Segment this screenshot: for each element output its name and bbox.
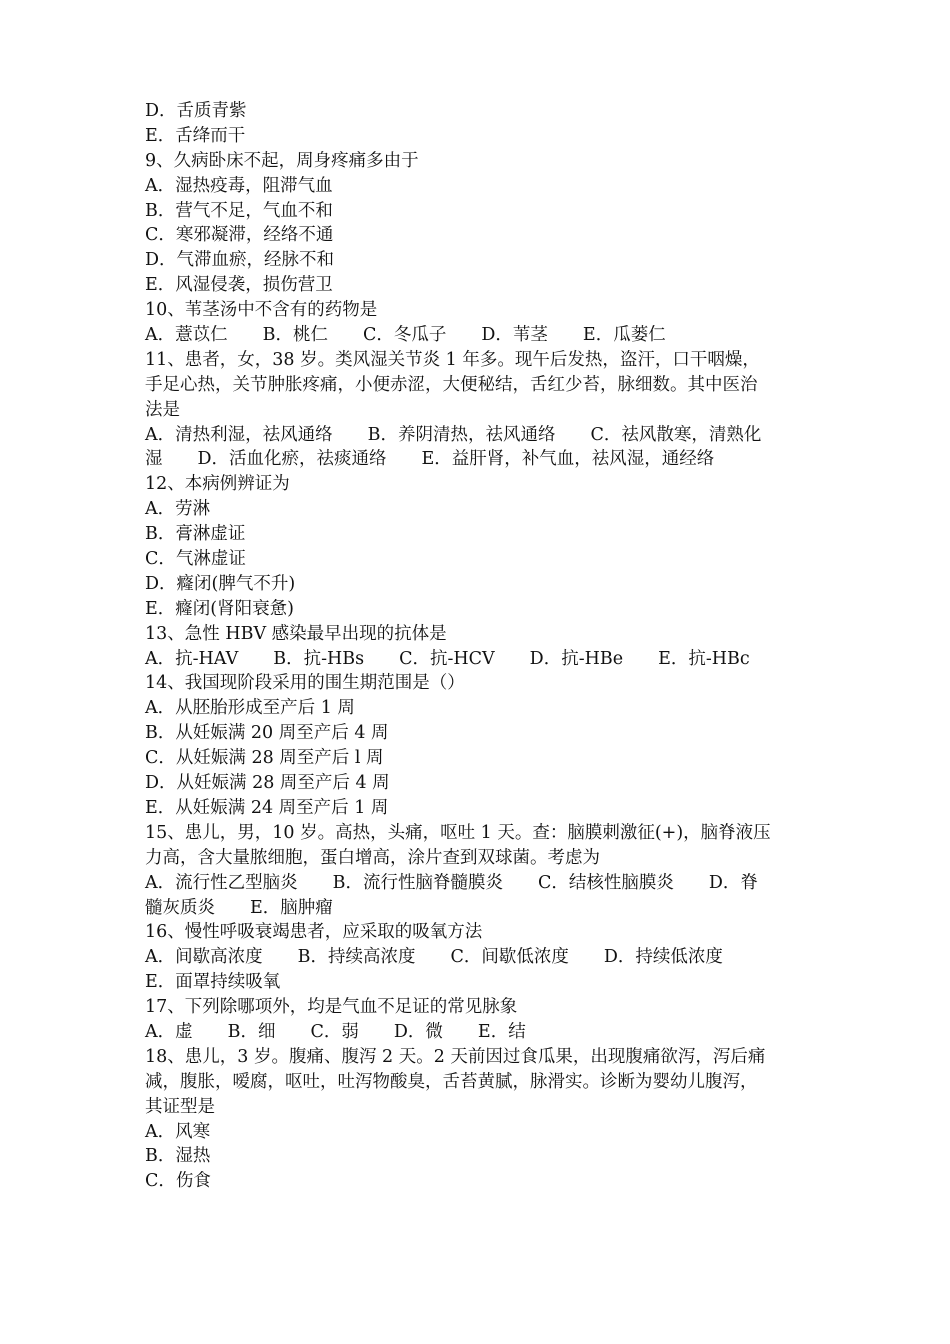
question-stem: 18、患儿，3 岁。腹痛、腹泻 2 天。2 天前因过食瓜果，出现腹痛欲泻，泻后痛 [145,1046,766,1067]
text-line: A．虚 B．细 C．弱 D．微 E．结 [145,1021,526,1042]
question-stem: 12、本病例辨证为 [145,474,290,495]
text-line: A．劳淋 [145,499,211,520]
text-line: D．从妊娠满 28 周至产后 4 周 [145,773,390,794]
text-line: 髓灰质炎 E．脑肿瘤 [145,897,333,918]
document-page [145,99,817,1194]
text-line: E．面罩持续吸氧 [145,972,281,993]
text-line: 其证型是 [145,1096,215,1117]
text-line: A．从胚胎形成至产后 1 周 [145,698,355,719]
text-line: D．舌质青紫 [145,101,247,121]
text-line: D．癃闭(脾气不升) [145,573,296,594]
text-line: A．流行性乙型脑炎 B．流行性脑脊髓膜炎 C．结核性脑膜炎 D．脊 [145,872,758,893]
text-line: A．风寒 [145,1121,211,1142]
text-line: A．薏苡仁 B．桃仁 C．冬瓜子 D．苇茎 E．瓜蒌仁 [145,325,666,346]
text-line: A．清热利湿，祛风通络 B．养阴清热，祛风通络 C．祛风散寒，清熟化 [145,424,762,445]
question-stem: 11、患者，女，38 岁。类风湿关节炎 1 年多。现午后发热，盗汗，口干咽燥， [145,349,760,370]
text-line: B．膏淋虚证 [145,524,246,545]
text-line: A．间歇高浓度 B．持续高浓度 C．间歇低浓度 D．持续低浓度 [145,947,723,968]
text-line: C．寒邪凝滞，经络不通 [145,225,334,246]
text-line: E．癃闭(肾阳衰惫) [145,598,294,619]
text-line: B．湿热 [145,1146,211,1167]
question-stem: 9、久病卧床不起，周身疼痛多由于 [145,150,419,171]
question-stem: 14、我国现阶段采用的围生期范围是（） [145,673,465,694]
question-stem: 13、急性 HBV 感染最早出现的抗体是 [145,623,447,644]
question-stem: 16、慢性呼吸衰竭患者，应采取的吸氧方法 [145,922,483,943]
text-line: D．气滞血瘀，经脉不和 [145,250,335,271]
text-line: 力高，含大量脓细胞，蛋白增高，涂片查到双球菌。考虑为 [145,847,600,868]
text-line: B．营气不足，气血不和 [145,200,333,221]
text-line: C．从妊娠满 28 周至产后 l 周 [145,748,384,769]
text-line: 法是 [145,399,180,420]
question-stem: 15、患儿，男，10 岁。高热，头痛，呕吐 1 天。查：脑膜刺激征(+)，脑脊液压 [145,822,771,843]
text-line: A．湿热疫毒，阻滞气血 [145,175,333,196]
text-line: 减，腹胀，嗳腐，呕吐，吐泻物酸臭，舌苔黄腻，脉滑实。诊断为婴幼儿腹泻， [145,1071,758,1092]
text-line: 手足心热，关节肿胀疼痛，小便赤涩，大便秘结，舌红少苔，脉细数。其中医治 [145,374,758,395]
question-stem: 17、下列除哪项外，均是气血不足证的常见脉象 [145,997,518,1018]
text-line: 湿 D．活血化瘀，祛痰通络 E．益肝肾，补气血，祛风湿，通经络 [145,449,715,470]
text-line: C．伤食 [145,1171,211,1192]
text-line: B．从妊娠满 20 周至产后 4 周 [145,723,389,744]
text-line: C．气淋虚证 [145,549,246,570]
text-line: E．舌绛而干 [145,125,246,146]
question-stem: 10、苇茎汤中不含有的药物是 [145,300,378,321]
text-line: A．抗-HAV B．抗-HBs C．抗-HCV D．抗-HBe E．抗-HBc [145,648,750,669]
text-line: E．从妊娠满 24 周至产后 1 周 [145,797,389,818]
text-line: E．风湿侵袭，损伤营卫 [145,275,333,296]
